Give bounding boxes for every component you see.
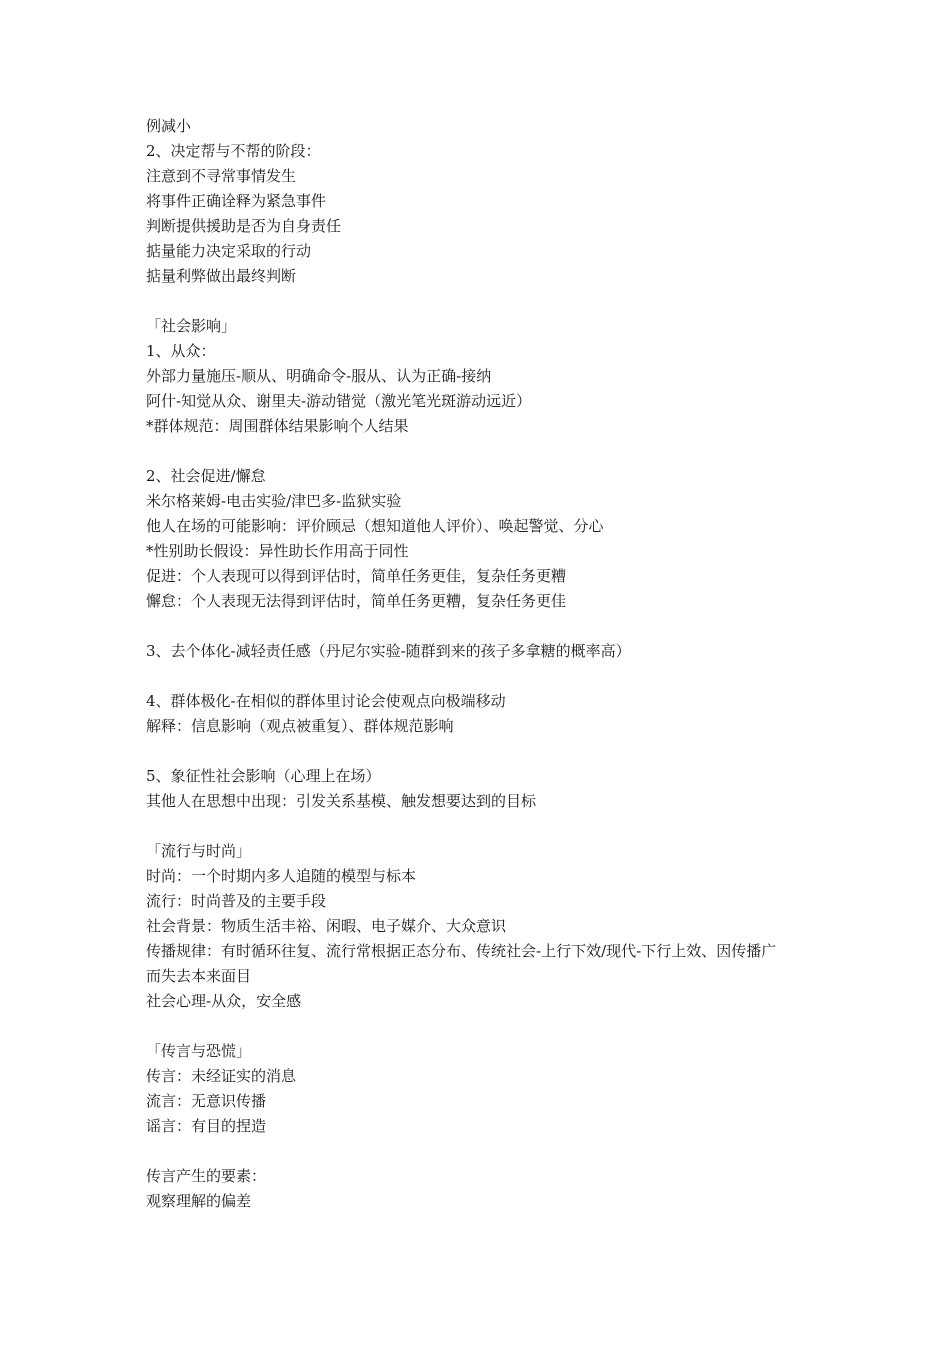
blank-line [146, 664, 846, 689]
text-line: 掂量利弊做出最终判断 [146, 267, 297, 285]
text-line: 传播规律：有时循环往复、流行常根据正态分布、传统社会-上行下效/现代-下行上效、因传播广 [146, 942, 777, 960]
blank-line [146, 289, 846, 314]
text-line: *性别助长假设：异性助长作用高于同性 [146, 542, 409, 560]
text-line: *群体规范：周围群体结果影响个人结果 [146, 417, 409, 435]
section-heading: 1、从众： [146, 342, 216, 360]
text-line: 促进：个人表现可以得到评估时，简单任务更佳，复杂任务更糟 [146, 567, 567, 585]
text-line: 掂量能力决定采取的行动 [146, 242, 312, 260]
text-line: 解释：信息影响（观点被重复）、群体规范影响 [146, 717, 454, 735]
text-line: 判断提供援助是否为自身责任 [146, 217, 342, 235]
text-line: 他人在场的可能影响：评价顾忌（想知道他人评价）、唤起警觉、分心 [146, 517, 604, 535]
section-heading: 5、象征性社会影响（心理上在场） [146, 767, 381, 785]
blank-line [146, 614, 846, 639]
text-line: 外部力量施压-顺从、明确命令-服从、认为正确-接纳 [146, 367, 492, 385]
blank-line [146, 1014, 846, 1039]
text-line: 社会背景：物质生活丰裕、闲暇、电子媒介、大众意识 [146, 917, 507, 935]
blank-line [146, 814, 846, 839]
text-line: 社会心理-从众，安全感 [146, 992, 302, 1010]
section-heading: 4、群体极化-在相似的群体里讨论会使观点向极端移动 [146, 692, 506, 710]
text-line: 传言产生的要素： [146, 1167, 267, 1185]
section-heading: 2、社会促进/懈怠 [146, 467, 266, 485]
text-line: 谣言：有目的捏造 [146, 1117, 267, 1135]
chapter-heading: 「社会影响」 [146, 317, 237, 335]
text-line: 而失去本来面目 [146, 967, 252, 985]
text-line: 米尔格莱姆-电击实验/津巴多-监狱实验 [146, 492, 402, 510]
document-page [146, 114, 846, 1214]
blank-line [146, 739, 846, 764]
text-line: 其他人在思想中出现：引发关系基模、触发想要达到的目标 [146, 792, 537, 810]
text-line: 注意到不寻常事情发生 [146, 167, 297, 185]
section-heading: 3、去个体化-减轻责任感（丹尼尔实验-随群到来的孩子多拿糖的概率高） [146, 642, 631, 660]
text-line: 将事件正确诠释为紧急事件 [146, 192, 327, 210]
chapter-heading: 「传言与恐慌」 [146, 1042, 252, 1060]
section-heading: 2、决定帮与不帮的阶段： [146, 142, 321, 160]
text-line: 时尚：一个时期内多人追随的模型与标本 [146, 867, 417, 885]
text-line: 流行：时尚普及的主要手段 [146, 892, 327, 910]
text-line: 懈怠：个人表现无法得到评估时，简单任务更糟，复杂任务更佳 [146, 592, 567, 610]
text-line: 流言：无意识传播 [146, 1092, 267, 1110]
text-line: 例减小 [146, 117, 192, 135]
text-line: 观察理解的偏差 [146, 1192, 252, 1210]
text-line: 阿什-知觉从众、谢里夫-游动错觉（激光笔光斑游动远近） [146, 392, 532, 410]
chapter-heading: 「流行与时尚」 [146, 842, 252, 860]
blank-line [146, 439, 846, 464]
blank-line [146, 1139, 846, 1164]
text-line: 传言：未经证实的消息 [146, 1067, 297, 1085]
